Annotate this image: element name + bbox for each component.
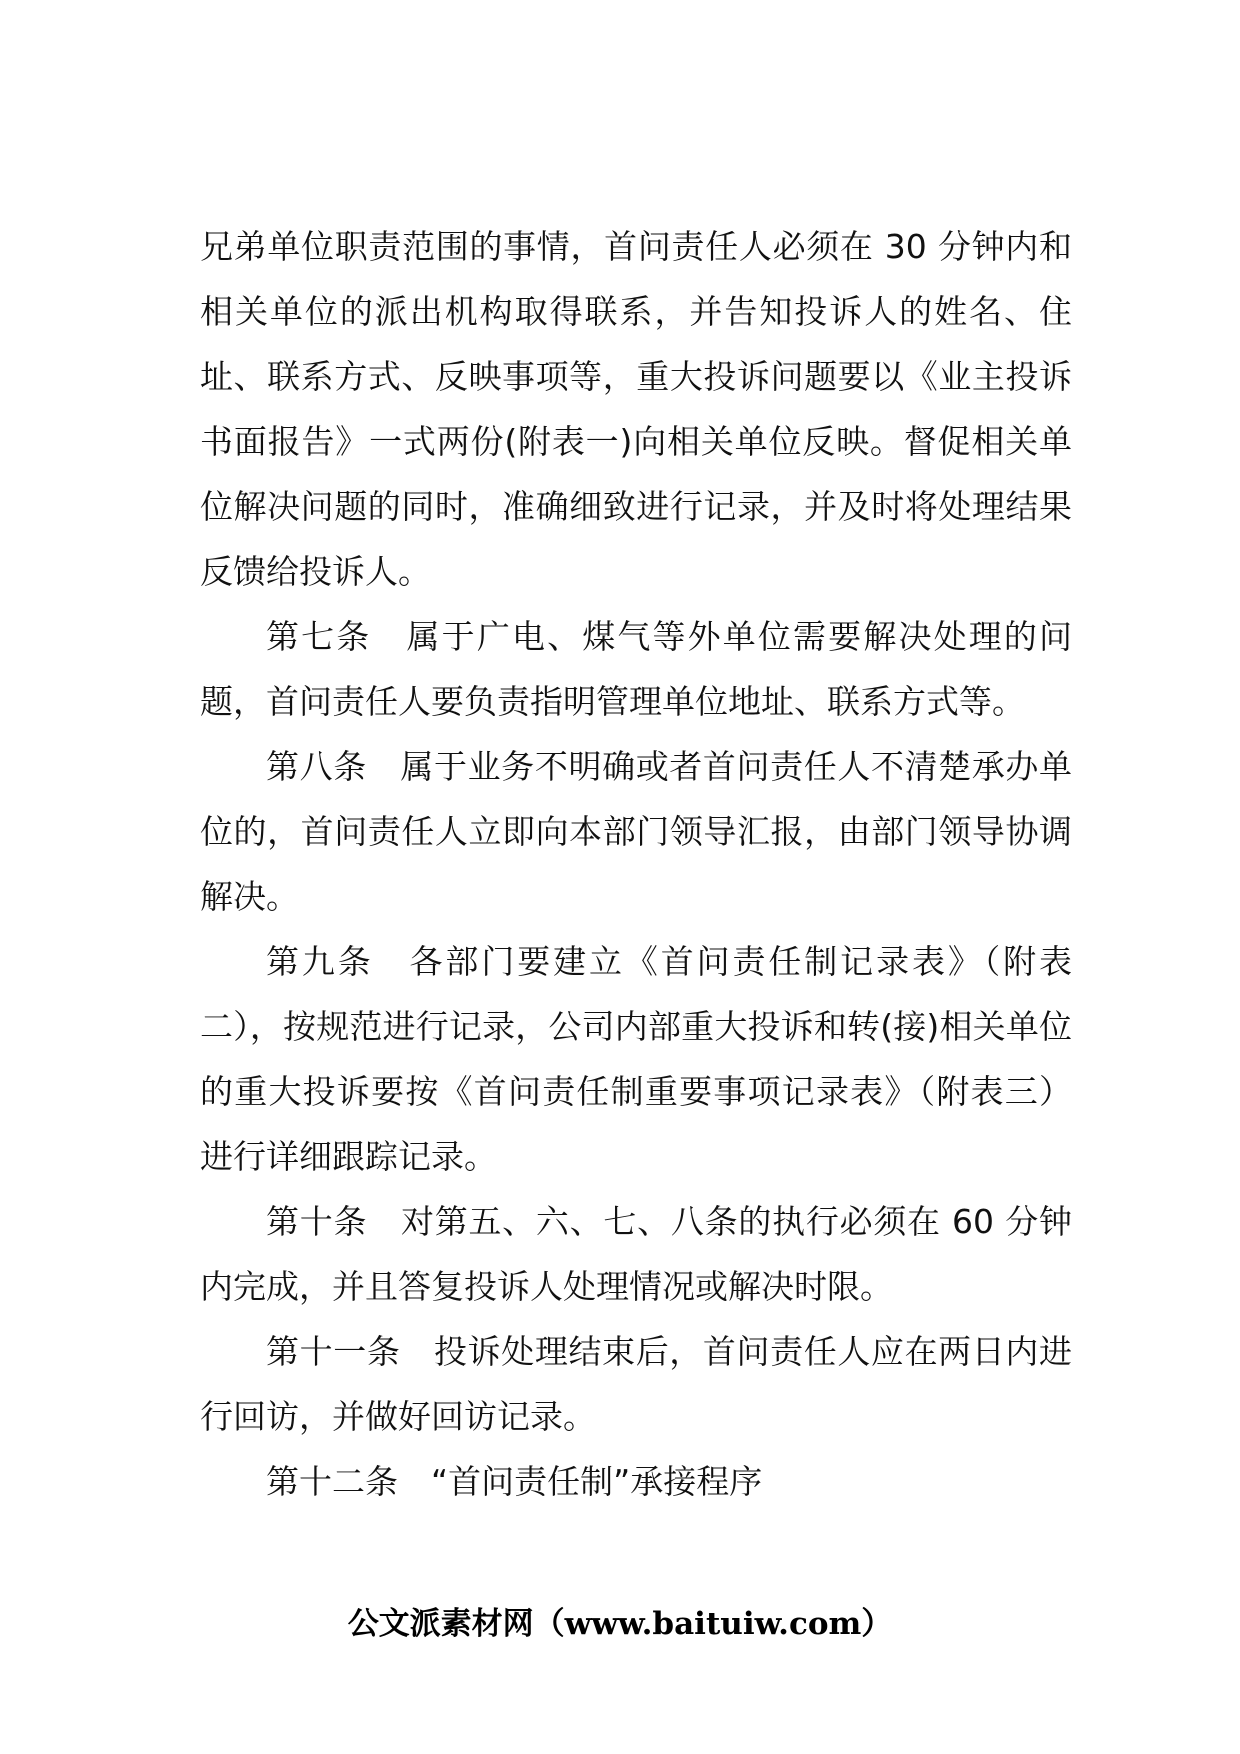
- document-body: [200, 214, 1072, 1514]
- paragraph-article-7: 第七条 属于广电、煤气等外单位需要解决处理的问题，首问责任人要负责指明管理单位地址、联系方式等。: [200, 617, 1072, 721]
- paragraph-article-8: 第八条 属于业务不明确或者首问责任人不清楚承办单位的，首问责任人立即向本部门领导汇报，由部门领导协调解决。: [200, 747, 1072, 916]
- paragraph-article-10: 第十条 对第五、六、七、八条的执行必须在 60 分钟内完成，并且答复投诉人处理情况或解决时限。: [200, 1202, 1072, 1306]
- page-footer-watermark: 公文派素材网（www.baituiw.com）: [347, 1606, 893, 1642]
- paragraph-continuation: 兄弟单位职责范围的事情，首问责任人必须在 30 分钟内和相关单位的派出机构取得联系，并告知投诉人的姓名、住址、联系方式、反映事项等，重大投诉问题要以《业主投诉书面报告》一式两份(附表一)向相关单位反映。督促相关单位解决问题的同时，准确细致进行记录，并及时将处理结果反馈给投诉人。: [200, 227, 1072, 591]
- paragraph-article-9: 第九条 各部门要建立《首问责任制记录表》（附表二），按规范进行记录，公司内部重大投诉和转(接)相关单位的重大投诉要按《首问责任制重要事项记录表》（附表三）进行详细跟踪记录。: [200, 942, 1072, 1176]
- paragraph-article-12: 第十二条 “首问责任制”承接程序: [266, 1462, 763, 1501]
- paragraph-article-11: 第十一条 投诉处理结束后，首问责任人应在两日内进行回访，并做好回访记录。: [200, 1332, 1072, 1436]
